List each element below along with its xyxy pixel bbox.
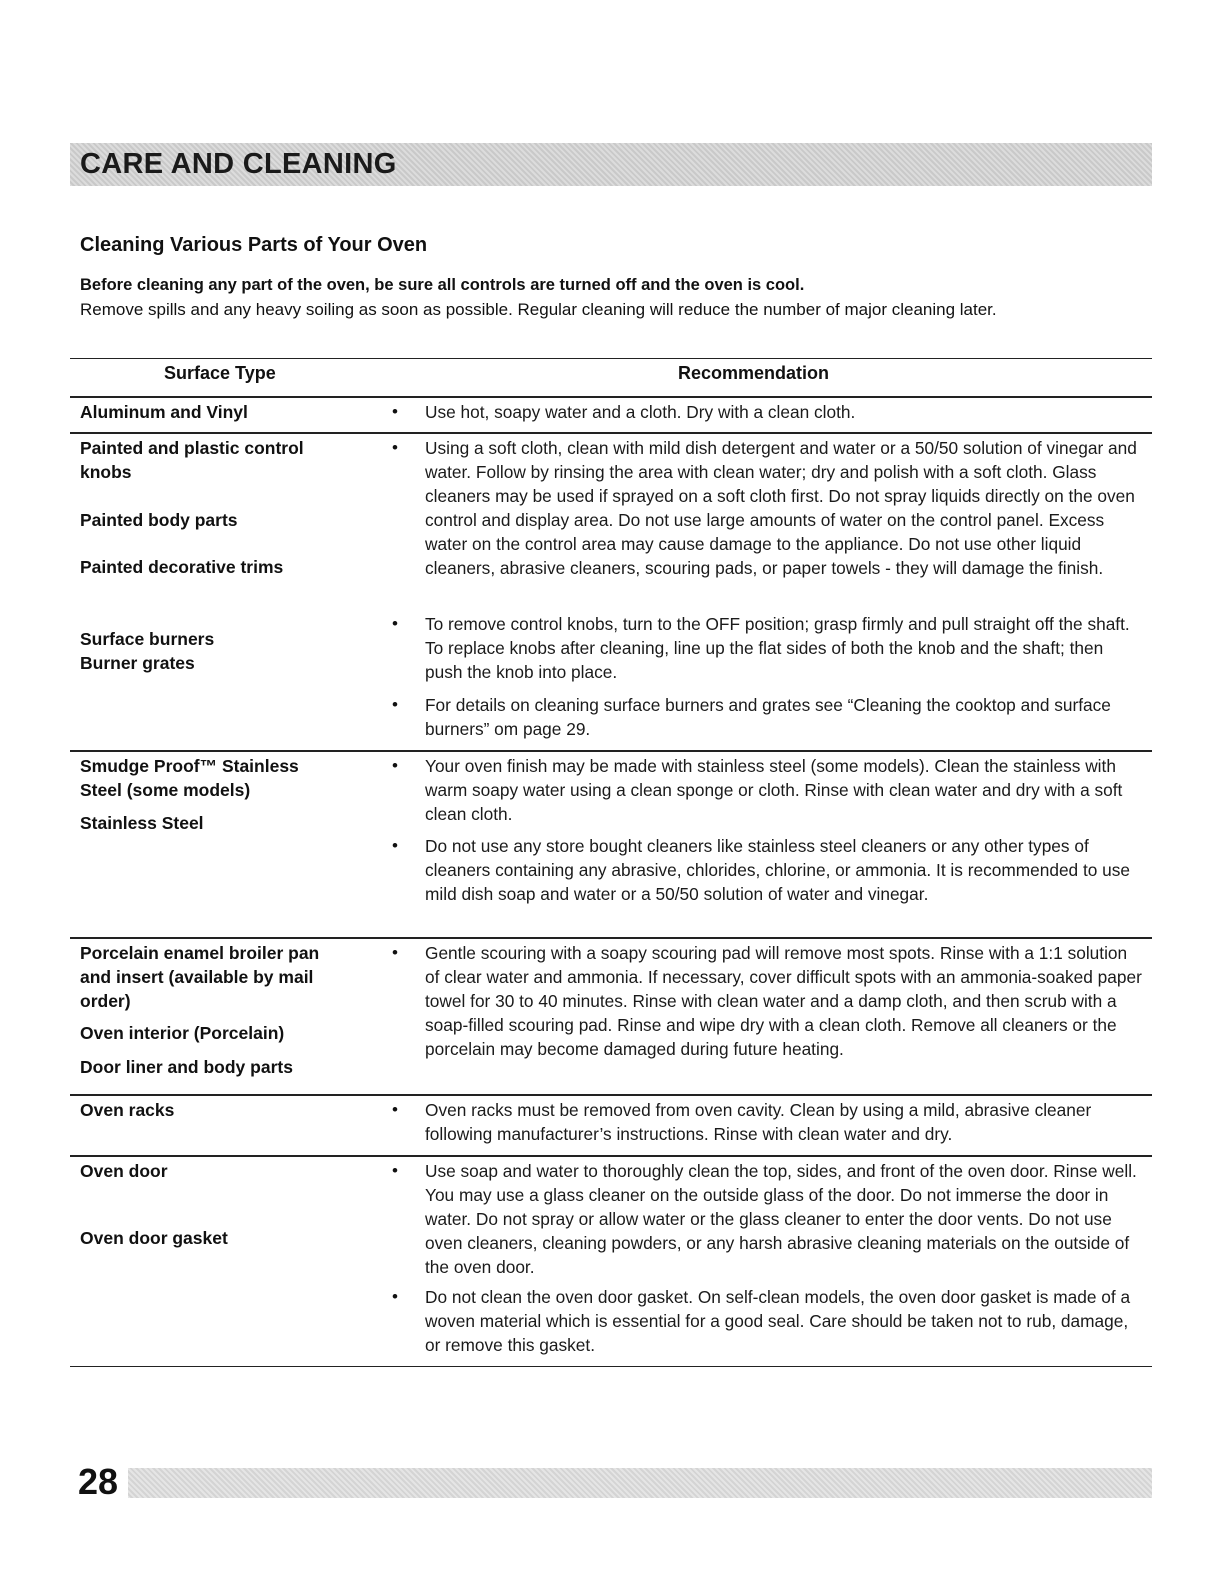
row-divider	[70, 750, 1152, 752]
footer-band	[128, 1468, 1152, 1498]
surface-label: Oven door	[80, 1161, 168, 1181]
surface-label: Painted body parts	[80, 510, 238, 530]
safety-warning: Before cleaning any part of the oven, be sure all controls are turned off and the oven is cool.	[80, 276, 805, 294]
surface-label: Smudge Proof™ Stainless	[80, 756, 299, 776]
column-header-surface: Surface Type	[164, 363, 276, 383]
recommendation-text: Use hot, soapy water and a cloth. Dry with a clean cloth.	[425, 402, 856, 422]
page-header-title: CARE AND CLEANING	[80, 148, 397, 180]
surface-label: Stainless Steel	[80, 813, 204, 833]
surface-label: Surface burners	[80, 629, 215, 649]
surface-label: Porcelain enamel broiler pan	[80, 943, 320, 963]
bullet-icon: •	[392, 1161, 398, 1180]
bullet-icon: •	[392, 1287, 398, 1306]
row-divider	[70, 1094, 1152, 1096]
bullet-icon: •	[392, 438, 398, 457]
recommendation-text: Using a soft cloth, clean with mild dish detergent and water or a 50/50 solution of vinegar and water. Follow by rinsing the area with clean water; dry and polish with a soft cloth. Glass cleaners may be used if sprayed on a soft cloth first. Do not spray liquids directly on the oven control and display area. Do not use large amounts of water on the control panel. Excess water on the control area may cause damage to the appliance. Do not use other liquid cleaners, abrasive cleaners, scouring pads, or paper towels - they will damage the finish.	[425, 438, 1137, 578]
table-top-rule	[70, 358, 1152, 359]
intro-text: Remove spills and any heavy soiling as soon as possible. Regular cleaning will reduce the number of major cleaning later.	[80, 300, 997, 319]
row-divider	[70, 1155, 1152, 1157]
surface-label: Oven interior (Porcelain)	[80, 1023, 285, 1043]
surface-label: order)	[80, 991, 131, 1011]
recommendation-text: Use soap and water to thoroughly clean the top, sides, and front of the oven door. Rinse well. You may use a glass cleaner on the outside glass of the door. Do not immerse the door in water. Do not spray or allow water or the glass cleaner to enter the door vents. Do not use oven cleaners, cleaning powders, or any harsh abrasive cleaning materials on the outside of the oven door.	[425, 1161, 1137, 1277]
recommendation-text: Your oven finish may be made with stainless steel (some models). Clean the stainless with warm soapy water using a clean sponge or cloth. Rinse with clean water and dry with a soft clean cloth.	[425, 756, 1123, 824]
bullet-icon: •	[392, 614, 398, 633]
surface-label: Burner grates	[80, 653, 195, 673]
recommendation-text: To remove control knobs, turn to the OFF position; grasp firmly and pull straight off the shaft. To replace knobs after cleaning, line up the flat sides of both the knob and the shaft; then push the knob into place.	[425, 614, 1130, 682]
recommendation-text: Oven racks must be removed from oven cavity. Clean by using a mild, abrasive cleaner following manufacturer’s instructions. Rinse with clean water and dry.	[425, 1100, 1092, 1144]
bullet-icon: •	[392, 1100, 398, 1119]
surface-label: knobs	[80, 462, 132, 482]
bullet-icon: •	[392, 402, 398, 421]
surface-label: Painted and plastic control	[80, 438, 304, 458]
surface-label: Door liner and body parts	[80, 1057, 293, 1077]
surface-label: Painted decorative trims	[80, 557, 284, 577]
bullet-icon: •	[392, 695, 398, 714]
surface-label: and insert (available by mail	[80, 967, 314, 987]
bullet-icon: •	[392, 943, 398, 962]
table-bottom-rule	[70, 1366, 1152, 1367]
recommendation-text: For details on cleaning surface burners and grates see “Cleaning the cooktop and surface burners” om page 29.	[425, 695, 1111, 739]
section-title: Cleaning Various Parts of Your Oven	[80, 234, 428, 256]
row-divider	[70, 432, 1152, 434]
recommendation-text: Do not clean the oven door gasket. On self-clean models, the oven door gasket is made of a woven material which is essential for a good seal. Care should be taken not to rub, damage, or remove this gasket.	[425, 1287, 1131, 1355]
bullet-icon: •	[392, 756, 398, 775]
recommendation-text: Gentle scouring with a soapy scouring pad will remove most spots. Rinse with a 1:1 solution of clear water and ammonia. If necessary, cover difficult spots with an ammonia-soaked paper towel for 30 to 40 minutes. Rinse with clean water and a damp cloth, and then scrub with a soap-filled scouring pad. Rinse and wipe dry with a clean cloth. Remove all cleaners or the porcelain may become damaged during future heating.	[425, 943, 1142, 1059]
surface-label: Aluminum and Vinyl	[80, 402, 248, 422]
row-divider	[70, 396, 1152, 398]
surface-label: Oven door gasket	[80, 1228, 228, 1248]
page-number: 28	[78, 1461, 119, 1502]
row-divider	[70, 937, 1152, 939]
surface-label: Oven racks	[80, 1100, 175, 1120]
bullet-icon: •	[392, 836, 398, 855]
surface-label: Steel (some models)	[80, 780, 251, 800]
recommendation-text: Do not use any store bought cleaners like stainless steel cleaners or any other types of cleaners containing any abrasive, chlorides, chlorine, or ammonia. It is recommended to use mild dish soap and water or a 50/50 solution of water and vinegar.	[425, 836, 1131, 904]
column-header-recommendation: Recommendation	[678, 363, 830, 383]
